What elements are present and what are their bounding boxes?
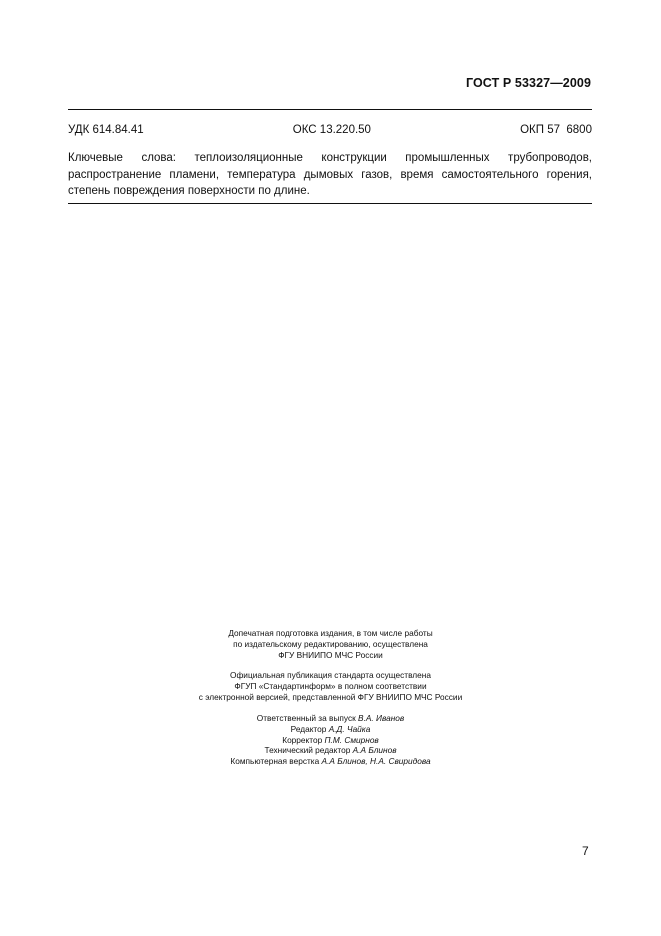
- credit-line: [0, 745, 661, 756]
- credit-name: А.А Блинов, Н.А. Свиридова: [321, 756, 431, 767]
- imprint-line: ФГУ ВНИИПО МЧС России: [278, 649, 383, 660]
- udk-code: УДК 614.84.41: [68, 124, 144, 136]
- imprint-preparation: [0, 628, 661, 660]
- credit-name: А.А Блинов: [352, 745, 397, 756]
- imprint-line: Официальная публикация стандарта осуществлена: [230, 670, 431, 680]
- credit-name: В.А. Иванов: [358, 713, 405, 723]
- bottom-divider: [68, 203, 592, 204]
- oks-code: ОКС 13.220.50: [292, 124, 371, 136]
- credit-role: Ответственный за выпуск: [256, 713, 356, 723]
- credit-name: А.Д. Чайка: [328, 723, 371, 734]
- credit-line: [0, 724, 661, 735]
- imprint-publication: [0, 670, 661, 702]
- imprint-line: Допечатная подготовка издания, в том числе работы: [228, 628, 433, 638]
- credit-line: [0, 713, 661, 724]
- credit-line: [0, 735, 661, 746]
- credit-line: [0, 756, 661, 767]
- imprint-line: с электронной версией, представленной ФГУ ВНИИПО МЧС России: [198, 691, 463, 702]
- imprint-credits: [0, 713, 661, 767]
- credit-role: Корректор: [282, 734, 323, 745]
- imprint-line: по издательскому редактированию, осуществлена: [233, 638, 428, 649]
- top-divider: [68, 109, 592, 110]
- credit-name: П.М. Смирнов: [324, 734, 379, 745]
- standard-number: ГОСТ Р 53327—2009: [465, 76, 591, 90]
- imprint-line: ФГУП «Стандартинформ» в полном соответствии: [234, 680, 427, 691]
- credit-role: Технический редактор: [264, 745, 351, 756]
- credit-role: Компьютерная верстка: [230, 756, 320, 767]
- page-number: 7: [582, 844, 589, 858]
- okp-code: ОКП 57 6800: [520, 124, 592, 136]
- credit-role: Редактор: [290, 723, 327, 734]
- classification-codes: [68, 124, 592, 136]
- keywords-paragraph: Ключевые слова: теплоизоляционные конструкции промышленных трубопроводов, распространение пламени, температура дымовых газов, время самостоятельного горения, степень повреждения поверхности по длине.: [68, 152, 592, 197]
